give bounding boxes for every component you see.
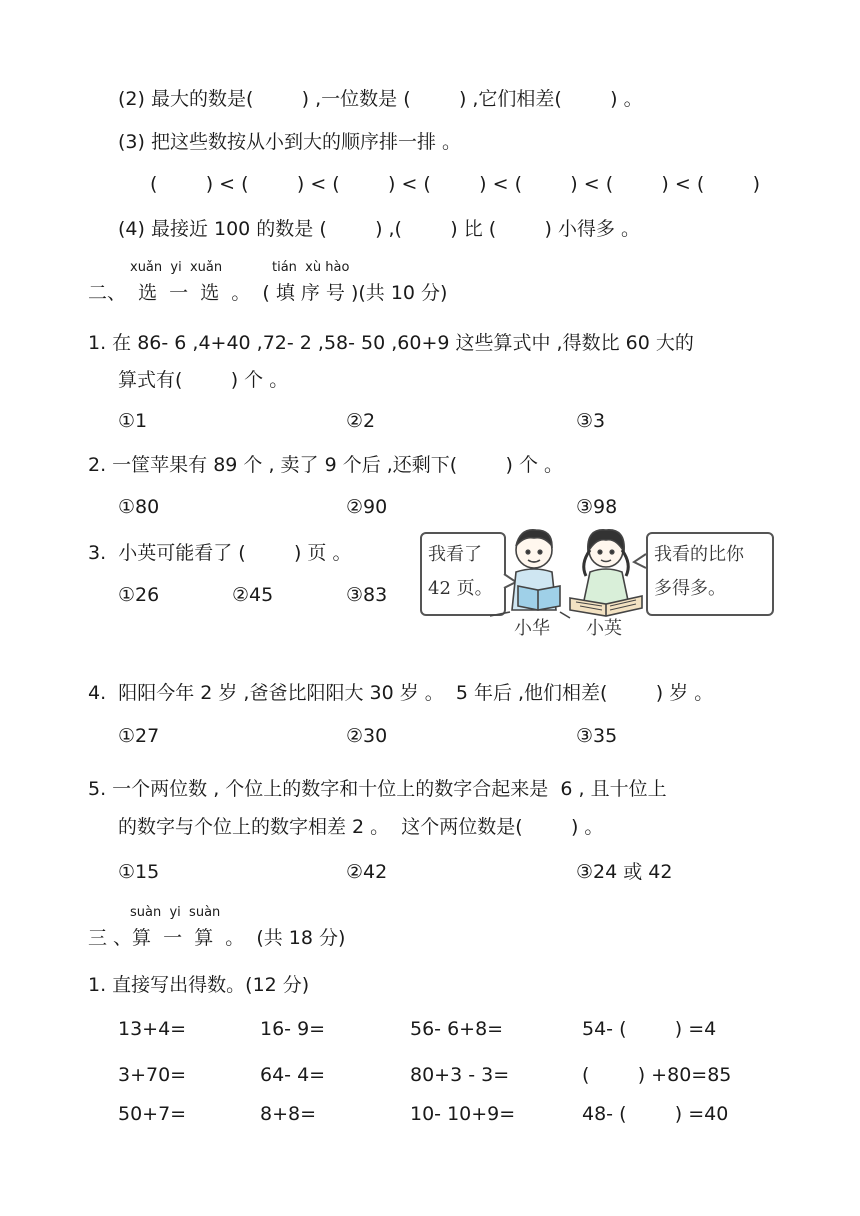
calc-3-2: 8+8= — [260, 1103, 317, 1125]
s2-q4-option-2: ②30 — [346, 725, 388, 747]
bubble-text-xiaoying-1: 我看的比你 — [654, 544, 744, 565]
s2-q5-option-3: ③24 或 42 — [576, 861, 673, 883]
s2-q3-option-1: ①26 — [118, 584, 160, 606]
section2-pinyin-2: tián xù hào — [272, 260, 350, 275]
name-label-xiaoying: 小英 — [586, 618, 622, 639]
s2-q4-option-1: ①27 — [118, 725, 160, 747]
calc-2-4: ( ) +80=85 — [582, 1064, 732, 1086]
question-4: (4) 最接近 100 的数是 ( ) ,( ) 比 ( ) 小得多 。 — [118, 218, 640, 240]
reading-children-illustration — [420, 524, 776, 642]
calc-1-2: 16- 9= — [260, 1018, 326, 1040]
s2-q5-line2: 的数字与个位上的数字相差 2 。 这个两位数是( ) 。 — [118, 816, 604, 838]
calc-3-4: 48- ( ) =40 — [582, 1103, 729, 1125]
section3-heading: 三 、算 一 算 。 (共 18 分) — [88, 927, 346, 949]
calc-2-1: 3+70= — [118, 1064, 187, 1086]
s2-q4: 4. 阳阳今年 2 岁 ,爸爸比阳阳大 30 岁 。 5 年后 ,他们相差( ) 岁 。 — [88, 682, 714, 704]
calc-1-3: 56- 6+8= — [410, 1018, 504, 1040]
calc-1-1: 13+4= — [118, 1018, 187, 1040]
calc-2-3: 80+3 - 3= — [410, 1064, 510, 1086]
s2-q5-line1: 5. 一个两位数 , 个位上的数字和十位上的数字合起来是 6 , 且十位上 — [88, 778, 667, 800]
section2-pinyin-1: xuǎn yi xuǎn — [130, 260, 223, 275]
s2-q2-option-3: ③98 — [576, 496, 618, 518]
s2-q1-option-2: ②2 — [346, 410, 376, 432]
calc-2-2: 64- 4= — [260, 1064, 326, 1086]
s2-q2-option-2: ②90 — [346, 496, 388, 518]
s2-q2: 2. 一筐苹果有 89 个 , 卖了 9 个后 ,还剩下( ) 个 。 — [88, 454, 564, 476]
calc-1-4: 54- ( ) =4 — [582, 1018, 717, 1040]
name-label-xiaohua: 小华 — [514, 618, 550, 639]
question-2: (2) 最大的数是( ) ,一位数是 ( ) ,它们相差( ) 。 — [118, 88, 643, 110]
question-3: (3) 把这些数按从小到大的顺序排一排 。 — [118, 131, 461, 153]
s2-q5-option-2: ②42 — [346, 861, 388, 883]
bubble-text-xiaoying-2: 多得多。 — [654, 578, 726, 599]
bubble-text-xiaohua-2: 42 页。 — [428, 578, 493, 599]
s2-q3-option-2: ②45 — [232, 584, 274, 606]
s2-q3-option-3: ③83 — [346, 584, 388, 606]
s2-q1-option-3: ③3 — [576, 410, 606, 432]
s2-q4-option-3: ③35 — [576, 725, 618, 747]
calc-3-3: 10- 10+9= — [410, 1103, 516, 1125]
s3-q1: 1. 直接写出得数。(12 分) — [88, 974, 310, 996]
s2-q5-option-1: ①15 — [118, 861, 160, 883]
s2-q2-option-1: ①80 — [118, 496, 160, 518]
question-3-blanks: ( ) < ( ) < ( ) < ( ) < ( ) < ( ) < ( ) — [150, 173, 760, 195]
s2-q1-line1: 1. 在 86- 6 ,4+40 ,72- 2 ,58- 50 ,60+9 这些算式中 ,得数比 60 大的 — [88, 332, 694, 354]
bubble-text-xiaohua-1: 我看了 — [428, 544, 482, 565]
girl-figure — [570, 530, 642, 616]
calc-3-1: 50+7= — [118, 1103, 187, 1125]
boy-figure — [490, 530, 570, 618]
section2-heading: 二、 选 一 选 。 ( 填 序 号 )(共 10 分) — [88, 282, 448, 304]
section3-pinyin: suàn yi suàn — [130, 905, 221, 920]
s2-q3: 3. 小英可能看了 ( ) 页 。 — [88, 542, 352, 564]
s2-q1-option-1: ①1 — [118, 410, 148, 432]
s2-q1-line2: 算式有( ) 个 。 — [118, 369, 289, 391]
